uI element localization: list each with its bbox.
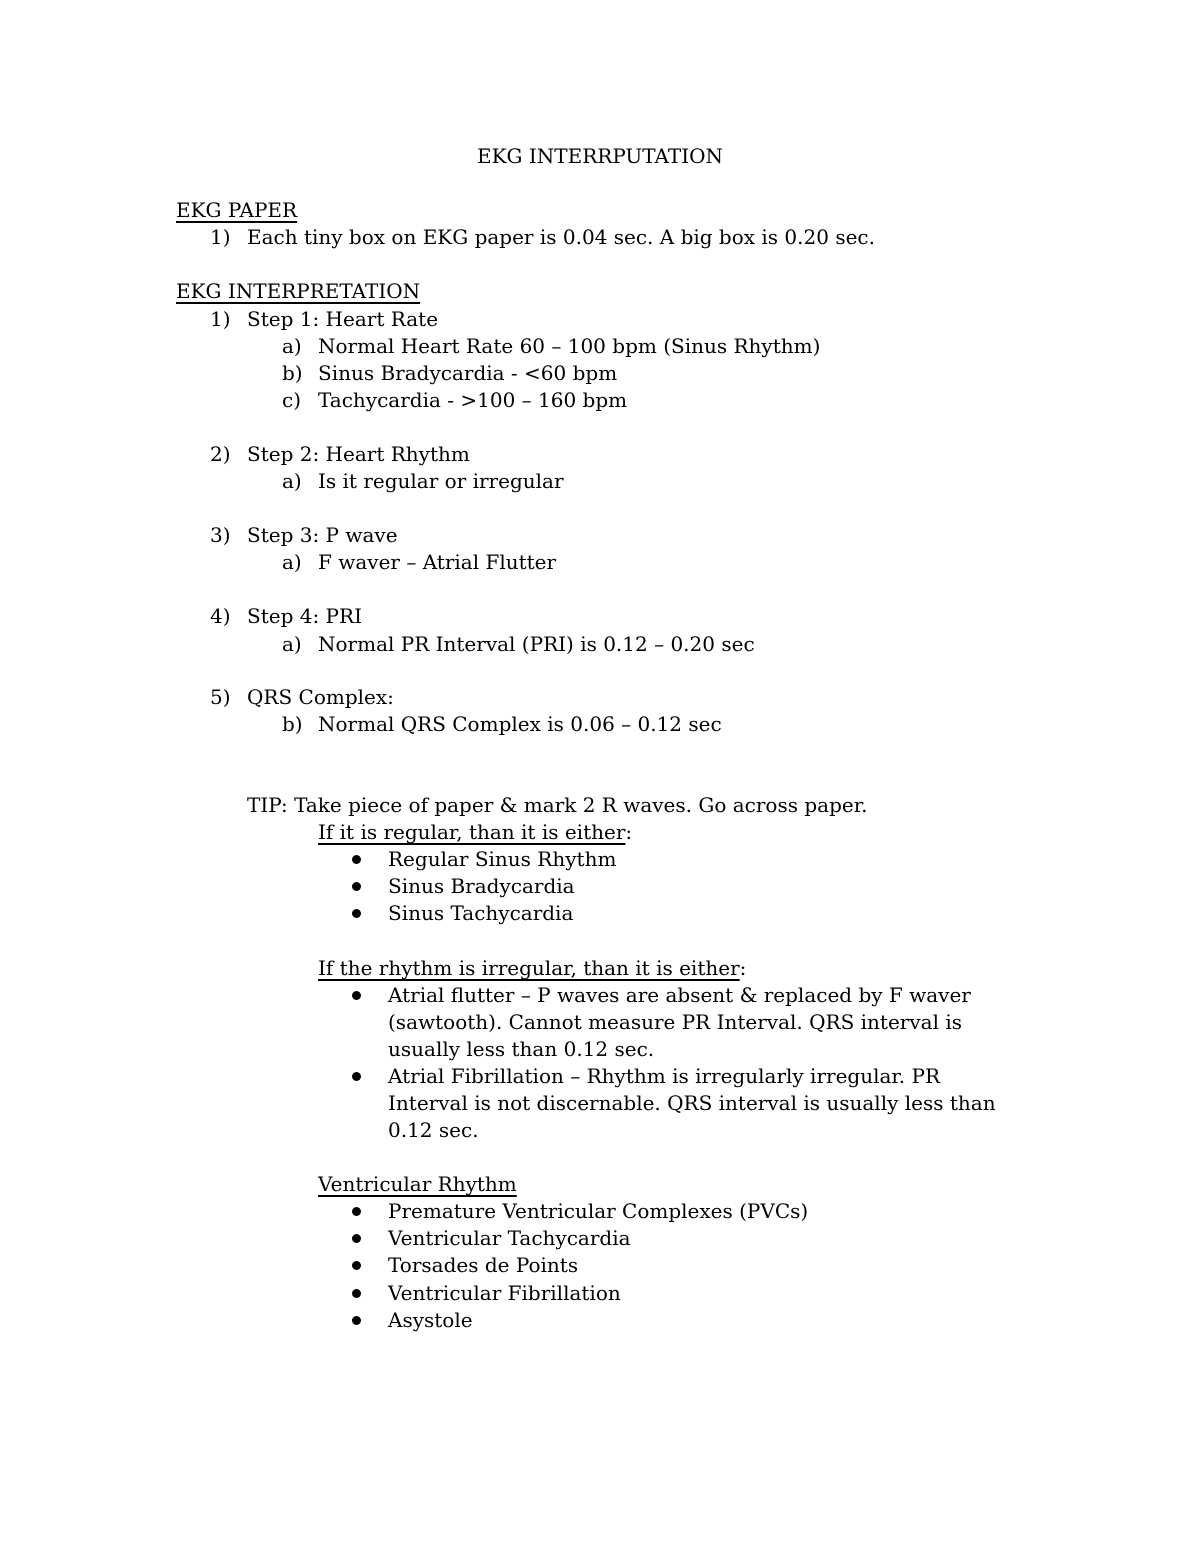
regular-heading-colon: : xyxy=(625,820,633,844)
irregular-heading-colon: : xyxy=(739,956,747,980)
tip-text: TIP: Take piece of paper & mark 2 R waves. Go across paper. xyxy=(247,793,868,817)
step-heading: Step 1: Heart Rate xyxy=(247,307,439,331)
bullet-item: Atrial Fibrillation – Rhythm is irregularly irregular. PR Interval is not discernable. QRS interval is usually less than 0.12 sec. xyxy=(388,1064,996,1142)
sub-list-marker: a) xyxy=(282,632,302,656)
step-heading: Step 3: P wave xyxy=(247,523,398,547)
list-marker: 4) xyxy=(210,604,231,628)
bullet-icon xyxy=(352,991,361,1000)
list-marker: 1) xyxy=(210,307,231,331)
bullet-item: Ventricular Tachycardia xyxy=(388,1226,631,1250)
sub-list-item: Normal Heart Rate 60 – 100 bpm (Sinus Rhythm) xyxy=(318,334,821,358)
bullet-icon xyxy=(352,1234,361,1243)
sub-list-marker: b) xyxy=(282,712,303,736)
bullet-icon xyxy=(352,909,361,918)
ventricular-heading: Ventricular Rhythm xyxy=(318,1172,517,1196)
sub-list-item: Normal PR Interval (PRI) is 0.12 – 0.20 sec xyxy=(318,632,755,656)
step-heading: Step 4: PRI xyxy=(247,604,362,628)
bullet-icon xyxy=(352,882,361,891)
sub-list-item: Is it regular or irregular xyxy=(318,469,564,493)
list-item: Each tiny box on EKG paper is 0.04 sec. A big box is 0.20 sec. xyxy=(247,225,875,249)
sub-list-marker: a) xyxy=(282,550,302,574)
sub-list-marker: b) xyxy=(282,361,303,385)
bullet-item: Premature Ventricular Complexes (PVCs) xyxy=(388,1199,809,1223)
irregular-heading xyxy=(318,955,746,982)
list-marker: 5) xyxy=(210,685,231,709)
irregular-heading-text: If the rhythm is irregular, than it is either xyxy=(318,956,740,980)
list-marker: 3) xyxy=(210,523,231,547)
bullet-item: Ventricular Fibrillation xyxy=(388,1281,621,1305)
bullet-item: Asystole xyxy=(388,1308,473,1332)
list-marker: 1) xyxy=(210,225,231,249)
sub-list-marker: a) xyxy=(282,334,302,358)
bullet-item: Regular Sinus Rhythm xyxy=(388,847,617,871)
regular-heading xyxy=(318,819,632,846)
bullet-item: Atrial flutter – P waves are absent & replaced by F waver (sawtooth). Cannot measure PR Interval. QRS interval is usually less than 0.12 sec. xyxy=(388,983,971,1061)
bullet-item: Sinus Tachycardia xyxy=(388,901,574,925)
section-heading-ekg-interpretation: EKG INTERPRETATION xyxy=(176,279,421,303)
bullet-icon xyxy=(352,1261,361,1270)
bullet-icon xyxy=(352,1207,361,1216)
regular-heading-text: If it is regular, than it is either xyxy=(318,820,626,844)
sub-list-item: Sinus Bradycardia - <60 bpm xyxy=(318,361,618,385)
sub-list-item: F waver – Atrial Flutter xyxy=(318,550,557,574)
bullet-item: Torsades de Points xyxy=(388,1253,579,1277)
section-heading-ekg-paper: EKG PAPER xyxy=(176,198,298,222)
document-title: EKG INTERRPUTATION xyxy=(476,144,724,168)
sub-list-item: Normal QRS Complex is 0.06 – 0.12 sec xyxy=(318,712,722,736)
bullet-icon xyxy=(352,1289,361,1298)
step-heading: QRS Complex: xyxy=(247,685,394,709)
sub-list-item: Tachycardia - >100 – 160 bpm xyxy=(318,388,628,412)
sub-list-marker: a) xyxy=(282,469,302,493)
sub-list-marker: c) xyxy=(282,388,302,412)
bullet-item: Sinus Bradycardia xyxy=(388,874,575,898)
step-heading: Step 2: Heart Rhythm xyxy=(247,442,470,466)
bullet-icon xyxy=(352,1072,361,1081)
list-marker: 2) xyxy=(210,442,231,466)
bullet-icon xyxy=(352,1316,361,1325)
bullet-icon xyxy=(352,855,361,864)
